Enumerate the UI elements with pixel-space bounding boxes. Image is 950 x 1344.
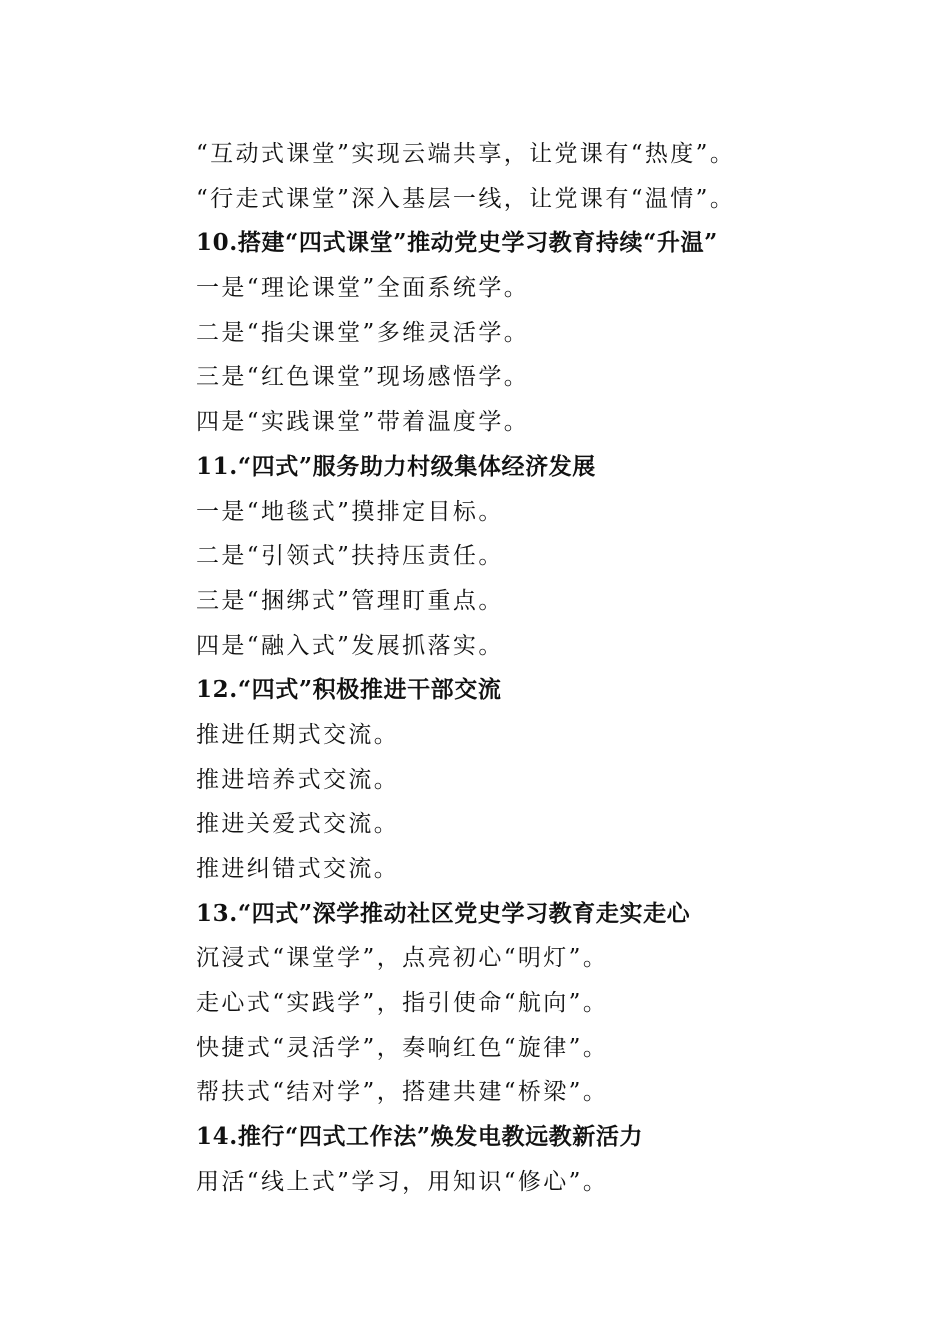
body-line: 推进纠错式交流。 (196, 856, 400, 882)
body-line: 帮扶式“结对学”，搭建共建“桥梁”。 (196, 1079, 609, 1106)
body-line: 推进培养式交流。 (196, 766, 400, 793)
section-heading-13: 13.“四式”深学推动社区党史学习教育走实走心 (196, 899, 691, 927)
body-line: “行走式课堂”深入基层一线，让党课有“温情”。 (196, 185, 736, 212)
body-line: 一是“地毯式”摸排定目标。 (196, 498, 504, 525)
body-line: 二是“指尖课堂”多维灵活学。 (196, 319, 530, 346)
body-line: 推进任期式交流。 (196, 721, 400, 748)
body-line: 三是“红色课堂”现场感悟学。 (196, 364, 530, 391)
body-line: 快捷式“灵活学”，奏响红色“旋律”。 (196, 1034, 609, 1061)
body-line: 推进关爱式交流。 (196, 811, 400, 838)
body-line: 走心式“实践学”，指引使命“航向”。 (196, 990, 609, 1017)
body-line: “互动式课堂”实现云端共享，让党课有“热度”。 (196, 141, 736, 167)
body-line: 二是“引领式”扶持压责任。 (196, 543, 504, 570)
body-line: 四是“融入式”发展抓落实。 (196, 632, 504, 659)
body-line: 一是“理论课堂”全面系统学。 (196, 275, 530, 302)
body-line: 沉浸式“课堂学”，点亮初心“明灯”。 (196, 945, 609, 972)
body-line: 用活“线上式”学习，用知识“修心”。 (196, 1168, 609, 1195)
section-heading-12: 12.“四式”积极推进干部交流 (196, 676, 502, 704)
body-line: 四是“实践课堂”带着温度学。 (196, 409, 530, 436)
body-line: 三是“捆绑式”管理盯重点。 (196, 587, 504, 614)
document-content (196, 132, 816, 1205)
section-heading-11: 11.“四式”服务助力村级集体经济发展 (196, 452, 596, 480)
section-heading-10: 10.搭建“四式课堂”推动党史学习教育持续“升温” (196, 229, 718, 257)
section-heading-14: 14.推行“四式工作法”焕发电教远教新活力 (196, 1123, 644, 1151)
